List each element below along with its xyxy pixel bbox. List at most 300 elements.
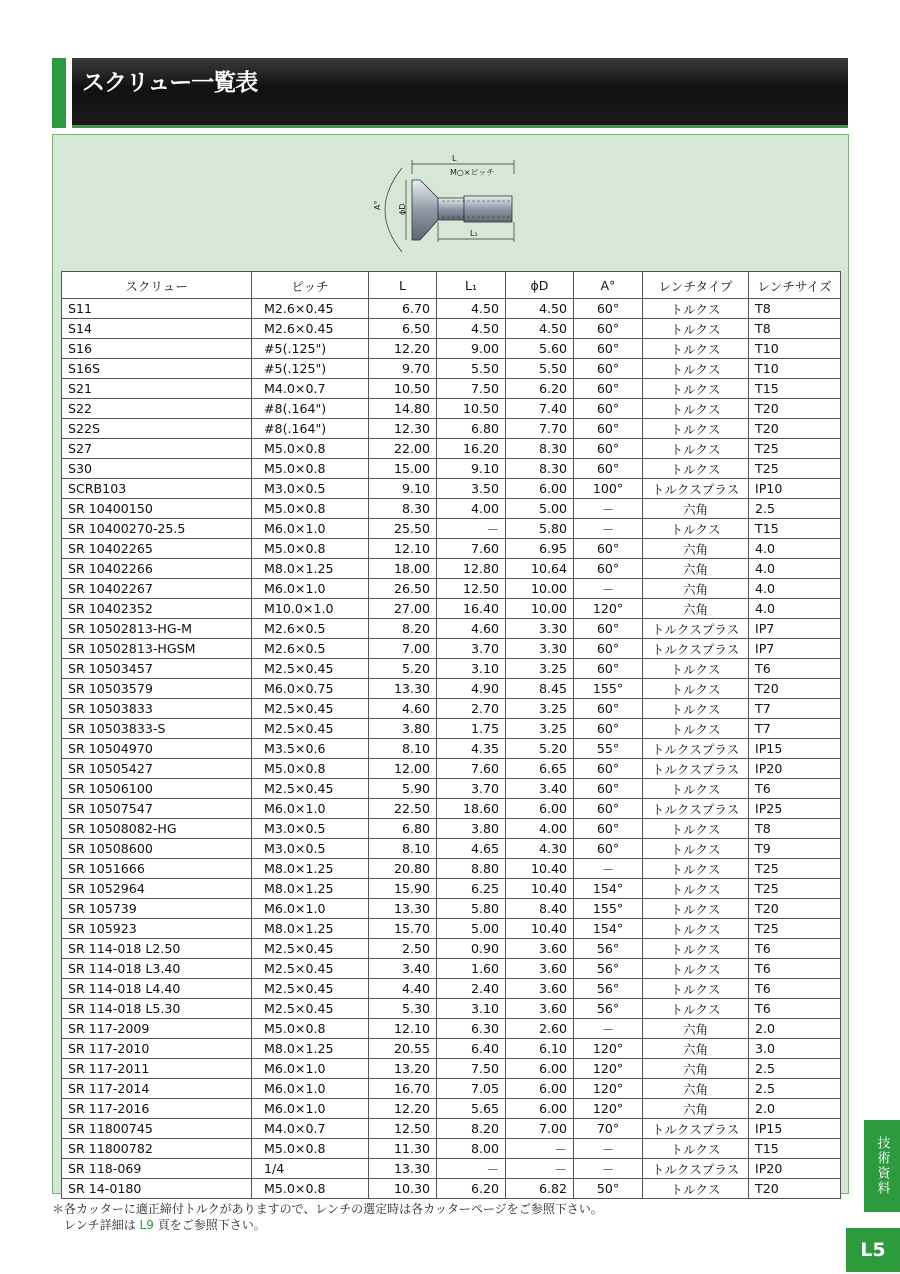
- cell-wrench-size: IP25: [749, 799, 841, 819]
- cell-L1: 5.00: [437, 919, 506, 939]
- cell-pitch: M6.0×1.0: [252, 1059, 369, 1079]
- cell-D: 3.25: [506, 699, 574, 719]
- cell-L: 10.50: [369, 379, 437, 399]
- cell-L: 11.30: [369, 1139, 437, 1159]
- cell-L1: 8.80: [437, 859, 506, 879]
- cell-D: 6.00: [506, 479, 574, 499]
- col-header-A: A°: [574, 272, 643, 299]
- table-row: [62, 759, 841, 779]
- cell-D: 6.00: [506, 1079, 574, 1099]
- cell-A: 120°: [574, 1059, 643, 1079]
- table-row: [62, 399, 841, 419]
- table-row: [62, 579, 841, 599]
- cell-A: 60°: [574, 379, 643, 399]
- cell-L1: 4.65: [437, 839, 506, 859]
- table-row: [62, 1039, 841, 1059]
- cell-wrench-size: 4.0: [749, 539, 841, 559]
- table-row: [62, 819, 841, 839]
- table-row: [62, 1179, 841, 1199]
- cell-wrench-type: トルクス: [643, 979, 749, 999]
- cell-A: －: [574, 579, 643, 599]
- table-body: [62, 299, 841, 1199]
- cell-L: 12.10: [369, 539, 437, 559]
- label-thread: M○×ピッチ: [450, 168, 495, 177]
- side-tab-technical[interactable]: 技術資料: [864, 1120, 900, 1212]
- cell-L1: 7.05: [437, 1079, 506, 1099]
- cell-L: 12.50: [369, 1119, 437, 1139]
- cell-A: 155°: [574, 679, 643, 699]
- cell-screw: SR 14-0180: [62, 1179, 252, 1199]
- cell-A: －: [574, 859, 643, 879]
- cell-wrench-type: トルクスプラス: [643, 759, 749, 779]
- cell-pitch: #5(.125"): [252, 339, 369, 359]
- cell-wrench-size: T25: [749, 439, 841, 459]
- cell-wrench-size: 2.5: [749, 1079, 841, 1099]
- screw-diagram: [366, 152, 526, 262]
- cell-D: 3.30: [506, 619, 574, 639]
- cell-screw: SR 114-018 L3.40: [62, 959, 252, 979]
- cell-A: 60°: [574, 459, 643, 479]
- cell-A: 60°: [574, 819, 643, 839]
- cell-D: 6.10: [506, 1039, 574, 1059]
- cell-wrench-size: T6: [749, 939, 841, 959]
- cell-L1: 3.80: [437, 819, 506, 839]
- cell-D: 6.82: [506, 1179, 574, 1199]
- table-row: [62, 359, 841, 379]
- cell-A: －: [574, 519, 643, 539]
- cell-A: 154°: [574, 919, 643, 939]
- cell-D: 7.40: [506, 399, 574, 419]
- cell-D: 5.00: [506, 499, 574, 519]
- cell-wrench-type: トルクス: [643, 999, 749, 1019]
- cell-wrench-type: トルクス: [643, 699, 749, 719]
- cell-L1: 6.80: [437, 419, 506, 439]
- cell-pitch: M5.0×0.8: [252, 1139, 369, 1159]
- table-row: [62, 859, 841, 879]
- table-row: [62, 919, 841, 939]
- cell-pitch: M5.0×0.8: [252, 439, 369, 459]
- cell-D: 2.60: [506, 1019, 574, 1039]
- cell-screw: SR 10508082-HG: [62, 819, 252, 839]
- cell-wrench-size: IP7: [749, 639, 841, 659]
- cell-A: 60°: [574, 759, 643, 779]
- table-row: [62, 539, 841, 559]
- cell-wrench-type: トルクス: [643, 1139, 749, 1159]
- cell-screw: S27: [62, 439, 252, 459]
- cell-screw: S16: [62, 339, 252, 359]
- cell-L1: 3.10: [437, 659, 506, 679]
- cell-A: 120°: [574, 1099, 643, 1119]
- cell-screw: SR 10504970: [62, 739, 252, 759]
- table-row: [62, 979, 841, 999]
- cell-L1: 18.60: [437, 799, 506, 819]
- cell-pitch: M6.0×1.0: [252, 1079, 369, 1099]
- table-row: [62, 1119, 841, 1139]
- cell-D: 3.25: [506, 719, 574, 739]
- cell-wrench-type: トルクス: [643, 859, 749, 879]
- cell-D: 6.00: [506, 1059, 574, 1079]
- cell-L: 13.30: [369, 679, 437, 699]
- cell-pitch: M10.0×1.0: [252, 599, 369, 619]
- cell-pitch: M5.0×0.8: [252, 1179, 369, 1199]
- cell-A: 60°: [574, 359, 643, 379]
- cell-pitch: M4.0×0.7: [252, 1119, 369, 1139]
- cell-screw: SR 117-2014: [62, 1079, 252, 1099]
- cell-wrench-size: T20: [749, 399, 841, 419]
- table-row: [62, 959, 841, 979]
- cell-screw: SR 10503833: [62, 699, 252, 719]
- cell-wrench-size: T6: [749, 659, 841, 679]
- cell-wrench-type: 六角: [643, 559, 749, 579]
- cell-A: 55°: [574, 739, 643, 759]
- cell-screw: SR 10503579: [62, 679, 252, 699]
- cell-D: 4.30: [506, 839, 574, 859]
- cell-screw: SR 10502813-HGSM: [62, 639, 252, 659]
- cell-L: 7.00: [369, 639, 437, 659]
- cell-A: 60°: [574, 639, 643, 659]
- cell-pitch: M4.0×0.7: [252, 379, 369, 399]
- cell-wrench-size: T8: [749, 299, 841, 319]
- cell-D: 4.50: [506, 319, 574, 339]
- cell-wrench-size: T25: [749, 859, 841, 879]
- cell-wrench-type: トルクス: [643, 779, 749, 799]
- cell-D: 10.40: [506, 919, 574, 939]
- cell-L: 4.60: [369, 699, 437, 719]
- cell-A: 60°: [574, 719, 643, 739]
- cell-A: 120°: [574, 1039, 643, 1059]
- cell-A: 60°: [574, 339, 643, 359]
- cell-wrench-size: 2.5: [749, 499, 841, 519]
- cell-wrench-type: トルクスプラス: [643, 619, 749, 639]
- cell-wrench-size: T15: [749, 379, 841, 399]
- cell-wrench-type: 六角: [643, 499, 749, 519]
- cell-D: 5.50: [506, 359, 574, 379]
- cell-screw: S30: [62, 459, 252, 479]
- cell-screw: SR 11800745: [62, 1119, 252, 1139]
- label-L: L: [452, 154, 457, 163]
- cell-screw: SR 10507547: [62, 799, 252, 819]
- table-row: [62, 619, 841, 639]
- cell-pitch: M5.0×0.8: [252, 539, 369, 559]
- cell-pitch: M6.0×0.75: [252, 679, 369, 699]
- cell-D: 3.40: [506, 779, 574, 799]
- table-row: [62, 599, 841, 619]
- cell-wrench-size: T9: [749, 839, 841, 859]
- cell-pitch: M8.0×1.25: [252, 559, 369, 579]
- cell-pitch: M2.6×0.45: [252, 299, 369, 319]
- table-row: [62, 459, 841, 479]
- cell-pitch: M2.6×0.45: [252, 319, 369, 339]
- cell-screw: SR 118-069: [62, 1159, 252, 1179]
- cell-wrench-type: トルクス: [643, 459, 749, 479]
- table-row: [62, 739, 841, 759]
- cell-pitch: M6.0×1.0: [252, 1099, 369, 1119]
- cell-A: 56°: [574, 999, 643, 1019]
- col-header-wrench-size: レンチサイズ: [749, 272, 841, 299]
- title-bar: [72, 58, 848, 128]
- cell-L1: 4.50: [437, 299, 506, 319]
- cell-wrench-size: 3.0: [749, 1039, 841, 1059]
- cell-L1: 3.50: [437, 479, 506, 499]
- cell-wrench-type: トルクスプラス: [643, 1119, 749, 1139]
- cell-wrench-type: 六角: [643, 579, 749, 599]
- table-row: [62, 659, 841, 679]
- cell-wrench-size: T7: [749, 719, 841, 739]
- cell-L: 27.00: [369, 599, 437, 619]
- cell-L1: 6.25: [437, 879, 506, 899]
- cell-D: 3.60: [506, 959, 574, 979]
- cell-L: 8.10: [369, 839, 437, 859]
- cell-wrench-size: 4.0: [749, 579, 841, 599]
- table-row: [62, 699, 841, 719]
- cell-L: 8.30: [369, 499, 437, 519]
- cell-L1: 8.20: [437, 1119, 506, 1139]
- cell-D: 3.30: [506, 639, 574, 659]
- cell-screw: SR 114-018 L5.30: [62, 999, 252, 1019]
- cell-L1: 6.20: [437, 1179, 506, 1199]
- cell-screw: S14: [62, 319, 252, 339]
- cell-wrench-size: T20: [749, 899, 841, 919]
- cell-L: 5.90: [369, 779, 437, 799]
- cell-wrench-size: T6: [749, 779, 841, 799]
- cell-wrench-type: トルクス: [643, 419, 749, 439]
- cell-pitch: M2.5×0.45: [252, 719, 369, 739]
- cell-pitch: M3.0×0.5: [252, 479, 369, 499]
- cell-D: 8.45: [506, 679, 574, 699]
- cell-pitch: M2.5×0.45: [252, 999, 369, 1019]
- cell-wrench-size: 4.0: [749, 559, 841, 579]
- cell-wrench-type: 六角: [643, 1019, 749, 1039]
- cell-A: 56°: [574, 959, 643, 979]
- cell-wrench-type: トルクス: [643, 299, 749, 319]
- cell-D: 6.00: [506, 799, 574, 819]
- cell-L: 12.00: [369, 759, 437, 779]
- cell-A: 155°: [574, 899, 643, 919]
- cell-L: 26.50: [369, 579, 437, 599]
- note-torque: ＊各カッターに適正締付トルクがありますので、レンチの選定時は各カッターページをご参照下さい。: [52, 1202, 603, 1216]
- cell-screw: SR 10402265: [62, 539, 252, 559]
- cell-L1: 8.00: [437, 1139, 506, 1159]
- cell-D: 10.40: [506, 879, 574, 899]
- cell-wrench-size: IP15: [749, 1119, 841, 1139]
- cell-D: －: [506, 1139, 574, 1159]
- cell-wrench-type: トルクスプラス: [643, 799, 749, 819]
- cell-wrench-size: T8: [749, 819, 841, 839]
- cell-wrench-type: 六角: [643, 599, 749, 619]
- cell-L1: 5.65: [437, 1099, 506, 1119]
- cell-screw: SR 10402266: [62, 559, 252, 579]
- cell-A: 50°: [574, 1179, 643, 1199]
- cell-screw: SR 105923: [62, 919, 252, 939]
- cell-D: 7.00: [506, 1119, 574, 1139]
- cell-A: 60°: [574, 779, 643, 799]
- cell-wrench-size: 2.5: [749, 1059, 841, 1079]
- cell-wrench-type: 六角: [643, 1079, 749, 1099]
- cell-wrench-type: トルクス: [643, 899, 749, 919]
- cell-wrench-size: T15: [749, 1139, 841, 1159]
- cell-A: 70°: [574, 1119, 643, 1139]
- page-link-L9[interactable]: L9: [139, 1218, 154, 1232]
- cell-D: 5.20: [506, 739, 574, 759]
- cell-pitch: M5.0×0.8: [252, 459, 369, 479]
- cell-pitch: M6.0×1.0: [252, 579, 369, 599]
- cell-pitch: 1/4: [252, 1159, 369, 1179]
- cell-L1: 4.90: [437, 679, 506, 699]
- cell-wrench-type: トルクス: [643, 719, 749, 739]
- cell-wrench-type: トルクスプラス: [643, 739, 749, 759]
- cell-D: 3.25: [506, 659, 574, 679]
- cell-L1: 16.40: [437, 599, 506, 619]
- cell-pitch: #5(.125"): [252, 359, 369, 379]
- note-suffix: 頁をご参照下さい。: [157, 1218, 266, 1232]
- cell-L1: 10.50: [437, 399, 506, 419]
- cell-A: 60°: [574, 799, 643, 819]
- table-row: [62, 839, 841, 859]
- cell-wrench-type: トルクス: [643, 879, 749, 899]
- cell-A: 60°: [574, 559, 643, 579]
- cell-L: 25.50: [369, 519, 437, 539]
- cell-pitch: M2.6×0.5: [252, 619, 369, 639]
- cell-L: 6.80: [369, 819, 437, 839]
- cell-A: －: [574, 1159, 643, 1179]
- cell-A: 60°: [574, 419, 643, 439]
- table-row: [62, 479, 841, 499]
- cell-wrench-type: トルクスプラス: [643, 639, 749, 659]
- note-prefix: レンチ詳細は: [52, 1218, 136, 1232]
- cell-wrench-type: トルクス: [643, 399, 749, 419]
- cell-screw: SR 117-2010: [62, 1039, 252, 1059]
- cell-L: 16.70: [369, 1079, 437, 1099]
- cell-L1: 3.70: [437, 639, 506, 659]
- cell-pitch: M3.0×0.5: [252, 839, 369, 859]
- cell-A: 56°: [574, 939, 643, 959]
- table-row: [62, 1099, 841, 1119]
- cell-screw: SR 10503457: [62, 659, 252, 679]
- cell-A: 60°: [574, 539, 643, 559]
- table-row: [62, 799, 841, 819]
- cell-wrench-type: トルクス: [643, 939, 749, 959]
- cell-D: 4.50: [506, 299, 574, 319]
- cell-wrench-size: T6: [749, 959, 841, 979]
- cell-A: 120°: [574, 1079, 643, 1099]
- col-header-D: ϕD: [506, 272, 574, 299]
- cell-L: 5.30: [369, 999, 437, 1019]
- cell-wrench-type: 六角: [643, 1099, 749, 1119]
- cell-pitch: M2.5×0.45: [252, 979, 369, 999]
- cell-L: 8.10: [369, 739, 437, 759]
- cell-pitch: M8.0×1.25: [252, 859, 369, 879]
- cell-L1: 4.00: [437, 499, 506, 519]
- cell-screw: SR 10503833-S: [62, 719, 252, 739]
- cell-L1: 7.60: [437, 539, 506, 559]
- cell-wrench-type: 六角: [643, 539, 749, 559]
- cell-A: 154°: [574, 879, 643, 899]
- cell-wrench-size: T15: [749, 519, 841, 539]
- page-number: L5: [846, 1228, 900, 1272]
- cell-L: 6.70: [369, 299, 437, 319]
- cell-pitch: M6.0×1.0: [252, 519, 369, 539]
- cell-pitch: M2.5×0.45: [252, 779, 369, 799]
- cell-L: 20.80: [369, 859, 437, 879]
- cell-wrench-size: T8: [749, 319, 841, 339]
- cell-screw: SR 10506100: [62, 779, 252, 799]
- cell-wrench-size: T6: [749, 979, 841, 999]
- cell-L: 9.70: [369, 359, 437, 379]
- cell-pitch: M5.0×0.8: [252, 1019, 369, 1039]
- cell-L1: 3.10: [437, 999, 506, 1019]
- table-row: [62, 1079, 841, 1099]
- cell-D: 3.60: [506, 939, 574, 959]
- cell-L: 18.00: [369, 559, 437, 579]
- table-row: [62, 719, 841, 739]
- cell-L1: －: [437, 1159, 506, 1179]
- cell-pitch: M6.0×1.0: [252, 899, 369, 919]
- cell-L1: 9.00: [437, 339, 506, 359]
- cell-wrench-type: トルクス: [643, 519, 749, 539]
- cell-wrench-size: IP7: [749, 619, 841, 639]
- cell-screw: SR 10402267: [62, 579, 252, 599]
- cell-L: 12.10: [369, 1019, 437, 1039]
- screw-table: [61, 271, 841, 1199]
- page-title: スクリュー一覧表: [82, 70, 258, 96]
- cell-A: －: [574, 499, 643, 519]
- cell-wrench-size: T25: [749, 879, 841, 899]
- cell-pitch: M3.0×0.5: [252, 819, 369, 839]
- table-row: [62, 1139, 841, 1159]
- title-accent-bar: [52, 58, 66, 128]
- cell-L1: 9.10: [437, 459, 506, 479]
- cell-pitch: #8(.164"): [252, 399, 369, 419]
- cell-D: 8.30: [506, 439, 574, 459]
- cell-D: 7.70: [506, 419, 574, 439]
- cell-L1: 12.50: [437, 579, 506, 599]
- cell-A: 56°: [574, 979, 643, 999]
- cell-L1: 4.35: [437, 739, 506, 759]
- table-row: [62, 1159, 841, 1179]
- cell-pitch: M2.5×0.45: [252, 939, 369, 959]
- table-row: [62, 1019, 841, 1039]
- table-row: [62, 379, 841, 399]
- cell-screw: SR 10400150: [62, 499, 252, 519]
- cell-wrench-size: T25: [749, 459, 841, 479]
- table-row: [62, 879, 841, 899]
- cell-wrench-type: トルクス: [643, 319, 749, 339]
- cell-L1: －: [437, 519, 506, 539]
- col-header-screw: スクリュー: [62, 272, 252, 299]
- cell-screw: SR 10400270-25.5: [62, 519, 252, 539]
- cell-L1: 1.75: [437, 719, 506, 739]
- cell-D: 8.30: [506, 459, 574, 479]
- cell-L1: 16.20: [437, 439, 506, 459]
- cell-D: 5.60: [506, 339, 574, 359]
- cell-screw: SR 117-2016: [62, 1099, 252, 1119]
- table-row: [62, 999, 841, 1019]
- cell-screw: SR 117-2011: [62, 1059, 252, 1079]
- cell-screw: SR 10402352: [62, 599, 252, 619]
- cell-A: 60°: [574, 839, 643, 859]
- cell-screw: S16S: [62, 359, 252, 379]
- cell-L: 15.70: [369, 919, 437, 939]
- cell-wrench-type: トルクス: [643, 359, 749, 379]
- cell-L: 12.30: [369, 419, 437, 439]
- cell-pitch: M5.0×0.8: [252, 759, 369, 779]
- table-row: [62, 499, 841, 519]
- cell-L1: 6.30: [437, 1019, 506, 1039]
- cell-pitch: M8.0×1.25: [252, 1039, 369, 1059]
- col-header-L1: L₁: [437, 272, 506, 299]
- cell-screw: S22S: [62, 419, 252, 439]
- cell-pitch: M3.5×0.6: [252, 739, 369, 759]
